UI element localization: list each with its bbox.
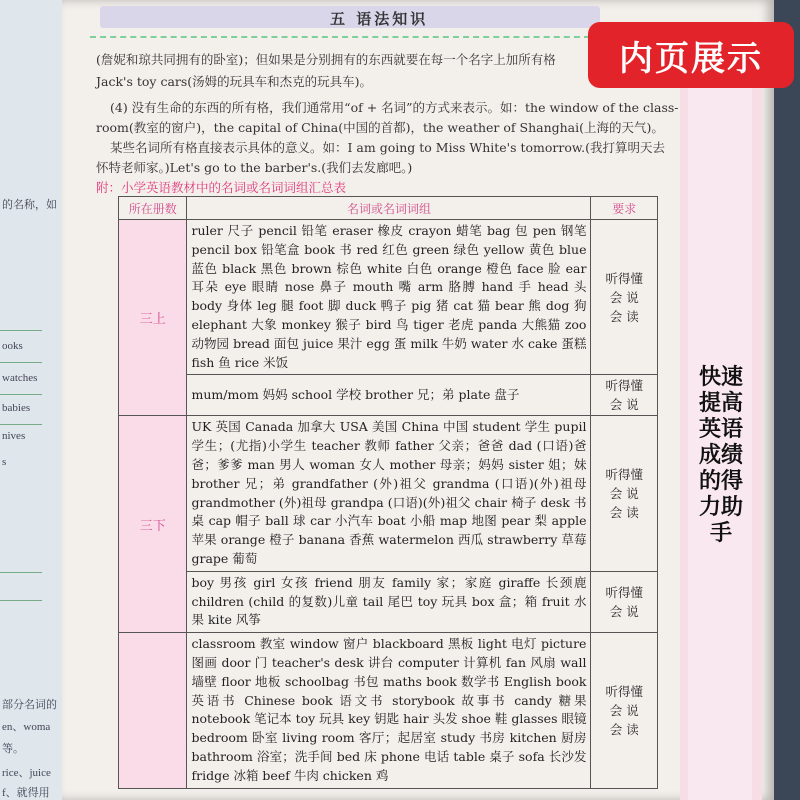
left-rule bbox=[0, 572, 42, 573]
requirement-item: 会 读 bbox=[609, 505, 639, 521]
table-row bbox=[119, 633, 658, 788]
requirement-item: 会 说 bbox=[609, 486, 639, 502]
left-rule bbox=[0, 424, 42, 425]
appendix-title: 附：小学英语教材中的名词或名词词组汇总表 bbox=[96, 180, 347, 195]
requirement-cell bbox=[591, 416, 658, 571]
requirement-item: 会 读 bbox=[609, 308, 639, 324]
book-cell bbox=[119, 633, 187, 788]
requirement-item: 听得懂 bbox=[605, 584, 643, 600]
requirement-item: 听得懂 bbox=[605, 378, 643, 394]
left-rule bbox=[0, 600, 42, 601]
vocabulary-table bbox=[118, 196, 658, 789]
requirement-item: 听得懂 bbox=[605, 683, 643, 699]
requirement-cell bbox=[591, 571, 658, 632]
left-fragment: s bbox=[2, 456, 7, 468]
paragraph-line: (詹妮和琼共同拥有的卧室)；但如果是分别拥有的东西就要在每一个名字上加所有格 bbox=[96, 52, 556, 67]
book-cell: 三下 bbox=[119, 416, 187, 633]
table-row bbox=[119, 416, 658, 571]
left-fragment: rice、juice bbox=[2, 767, 51, 779]
promo-badge: 内页展示 bbox=[588, 22, 794, 88]
paragraph-line: Jack's toy cars(汤姆的玩具车和杰克的玩具车)。 bbox=[96, 74, 373, 89]
words-cell: classroom 教室 window 窗户 blackboard 黑板 light 电灯 picture 图画 door 门 teacher's desk 讲台 computer 计算机 fan 风扇 wall 墙壁 floor 地板 schoolbag 书包 maths book 数学书 English book 英语书 Chinese book 语文书 storybook 故事书 candy 糖果 notebook 笔记本 toy 玩具 key 钥匙 hair 头发 shoe 鞋 glasses 眼镜 bedroom 卧室 living room 客厅；起居室 study 书房 kitchen 厨房 bathroom 浴室；洗手间 bed 床 phone 电话 table 桌子 sofa 长沙发 fridge 冰箱 beef 牛肉 chicken 鸡 bbox=[187, 633, 591, 788]
book-cell: 三上 bbox=[119, 220, 187, 416]
requirement-item: 会 读 bbox=[609, 721, 639, 737]
left-fragment: f、就得用 bbox=[2, 787, 50, 799]
table-row bbox=[119, 375, 658, 416]
words-cell: UK 英国 Canada 加拿大 USA 美国 China 中国 student 学生 pupil 学生；(尤指)小学生 teacher 教师 father 父亲；爸爸 dad (口语)爸爸；爹爹 man 男人 woman 女人 mother 母亲；妈妈 sister 姐；妹 brother 兄；弟 grandfather (外)祖父 grandma (口语)(外)祖母 grandmother (外)祖母 grandpa (口语)(外)祖父 chair 椅子 desk 书桌 cap 帽子 ball 球 car 小汽车 boat 小船 map 地图 pear 梨 apple 苹果 orange 橙子 banana 香蕉 watermelon 西瓜 strawberry 草莓 grape 葡萄 bbox=[187, 416, 591, 571]
left-fragment: en、woma bbox=[2, 721, 51, 733]
words-cell: mum/mom 妈妈 school 学校 brother 兄；弟 plate 盘子 bbox=[187, 375, 591, 416]
header-book: 所在册数 bbox=[119, 197, 187, 220]
requirement-cell bbox=[591, 375, 658, 416]
table-header-row bbox=[119, 197, 658, 220]
requirement-cell bbox=[591, 220, 658, 375]
requirement-item: 会 说 bbox=[609, 702, 639, 718]
header-requirement: 要求 bbox=[591, 197, 658, 220]
requirement-item: 听得懂 bbox=[605, 467, 643, 483]
words-cell: boy 男孩 girl 女孩 friend 朋友 family 家；家庭 giraffe 长颈鹿 children (child 的复数)儿童 tail 尾巴 toy 玩具 box 盒；箱 fruit 水果 kite 风筝 bbox=[187, 571, 591, 632]
background-dark bbox=[770, 0, 800, 800]
left-fragment: watches bbox=[2, 372, 38, 384]
left-rule bbox=[0, 362, 42, 363]
left-fragment: 的名称，如 bbox=[2, 199, 57, 211]
header-words: 名词或名词词组 bbox=[187, 197, 591, 220]
left-fragment: ooks bbox=[2, 340, 23, 352]
side-slogan: 快速提高英语成绩的得力助手 bbox=[698, 365, 743, 546]
table-row bbox=[119, 220, 658, 375]
requirement-item: 会 说 bbox=[609, 397, 639, 413]
paragraph-line: 怀特老师家。)Let's go to the barber's.(我们去发廊吧。) bbox=[96, 160, 413, 175]
requirement-item: 听得懂 bbox=[605, 270, 643, 286]
left-fragment: 等。 bbox=[2, 743, 24, 755]
left-fragment: nives bbox=[2, 430, 26, 442]
left-fragment: 部分名词的 bbox=[2, 699, 57, 711]
decorative-divider bbox=[90, 36, 590, 48]
left-page-edge bbox=[0, 0, 70, 800]
left-rule bbox=[0, 394, 42, 395]
left-fragment: babies bbox=[2, 402, 31, 414]
requirement-item: 会 说 bbox=[609, 603, 639, 619]
paragraph-line: 某些名词所有格直接表示具体的意义。如：I am going to Miss White's tomorrow.(我打算明天去 bbox=[110, 140, 665, 155]
requirement-item: 会 说 bbox=[609, 289, 639, 305]
table-row bbox=[119, 571, 658, 632]
paragraph-line: (4) 没有生命的东西的所有格，我们通常用“of + 名词”的方式来表示。如：the window of the class- bbox=[110, 100, 679, 115]
section-title: 五 语法知识 bbox=[330, 10, 429, 28]
words-cell: ruler 尺子 pencil 铅笔 eraser 橡皮 crayon 蜡笔 bag 包 pen 钢笔 pencil box 铅笔盒 book 书 red 红色 green 绿色 yellow 黄色 blue 蓝色 black 黑色 brown 棕色 white 白色 orange 橙色 face 脸 ear 耳朵 eye 眼睛 nose 鼻子 mouth 嘴 arm 胳膊 hand 手 head 头 body 身体 leg 腿 foot 脚 duck 鸭子 pig 猪 cat 猫 bear 熊 dog 狗 elephant 大象 monkey 猴子 bird 鸟 tiger 老虎 panda 大熊猫 zoo 动物园 bread 面包 juice 果汁 egg 蛋 milk 牛奶 water 水 cake 蛋糕 fish 鱼 rice 米饭 bbox=[187, 220, 591, 375]
left-rule bbox=[0, 330, 42, 331]
paragraph-line: room(教室的窗户)，the capital of China(中国的首都)，the weather of Shanghai(上海的天气)。 bbox=[96, 120, 664, 135]
requirement-cell bbox=[591, 633, 658, 788]
